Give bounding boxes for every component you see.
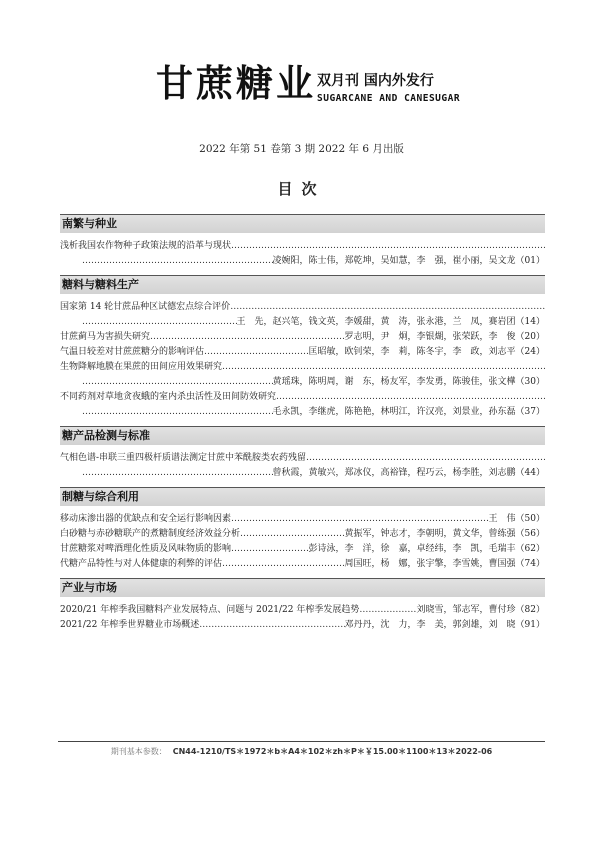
toc-section: [60, 214, 545, 269]
journal-title: 甘蔗糖业: [156, 62, 316, 105]
toc-entry[interactable]: [60, 542, 545, 557]
section-heading: 制糖与综合利用: [60, 487, 545, 506]
entry-authors: 王 先，赵兴笔，钱文英，李媛甜，黄 涛，张永港，兰 凤，赛岩团: [236, 317, 516, 327]
entry-title: 国家第 14 轮甘蔗品种区试德宏点综合评价: [60, 302, 231, 312]
toc-entry[interactable]: [60, 512, 545, 527]
entry-title: 气相色谱-串联三重四极杆质谱法测定甘蔗中苯酰胺类农药残留: [60, 453, 307, 463]
table-of-contents: [60, 208, 545, 633]
leader-dots: [231, 512, 488, 527]
issue-line: 2022 年第 51 卷第 3 期 2022 年 6 月出版: [199, 143, 404, 155]
toc-entry[interactable]: [60, 360, 545, 390]
leader-dots: [204, 345, 308, 360]
leader-dots: [199, 618, 344, 633]
toc-title: 目次: [277, 180, 326, 198]
toc-entry[interactable]: [60, 239, 545, 269]
journal-subtitle: 双月刊 国内外发行: [317, 73, 434, 89]
entry-title: 移动床渗出器的优缺点和安全运行影响因素: [60, 514, 232, 524]
leader-dots: [276, 390, 545, 405]
entry-authors-page: 彭诗泳，李 洋，徐 嘉，卓经纬，李 凯，毛瑞丰（62）: [308, 544, 545, 554]
entry-authors-page: 王 伟（50）: [488, 514, 545, 524]
leader-dots: [231, 542, 308, 557]
footer-label: 期刊基本参数：: [110, 747, 167, 756]
toc-section: [60, 275, 545, 420]
toc-entry[interactable]: [60, 527, 545, 542]
entry-page: 20: [524, 332, 536, 342]
entry-authors: 刘晓雪，邹志军，曹付珍: [416, 605, 516, 615]
entry-authors: 彭诗泳，李 洋，徐 嘉，卓经纬，李 凯，毛瑞丰: [308, 544, 516, 554]
entry-page: 14: [524, 317, 536, 327]
toc-entry[interactable]: [60, 300, 545, 330]
entry-title: 不同药剂对草地贪夜蛾的室内杀虫活性及田间防效研究: [60, 392, 277, 402]
entry-title: 浅析我国农作物种子政策法规的沿革与现状: [60, 241, 232, 251]
leader-dots: [230, 300, 545, 315]
entry-authors-page: 凌婉阳，陈士伟，郑乾坤，吴如慧，李 强，崔小丽，吴文龙（01）: [272, 256, 545, 266]
leader-dots: [240, 527, 344, 542]
toc-section: [60, 487, 545, 572]
entry-authors: 邓丹丹，沈 力，李 美，郭剑雄，刘 晓: [344, 620, 516, 630]
entry-authors-page: 刘晓雪，邹志军，曹付珍（82）: [416, 605, 545, 615]
entry-page: 24: [524, 347, 536, 357]
toc-entry[interactable]: [60, 345, 545, 360]
entry-authors: 曾秋霞，黄敏兴，郑冰仪，高裕锋，程巧云，杨李胜，刘志鹏: [272, 468, 516, 478]
leader-dots: [222, 557, 344, 572]
journal-english-title: SUGARCANE AND CANESUGAR: [317, 93, 461, 104]
entry-page: 56: [524, 529, 536, 539]
entry-authors-page: 周国旺，杨 娜，张宇擎，李雪姚，曹国强（74）: [344, 559, 545, 569]
leader-dots: [82, 254, 273, 269]
entry-authors: 黄瑶珠，陈明周，谢 东，杨友军，李发勇，陈骏佳，张文樺: [272, 377, 516, 387]
leader-dots: [359, 603, 416, 618]
footer-params: CN44-1210/TS＊1972＊b＊A4＊102＊zh＊P＊￥15.00＊1100＊13＊2022-06: [172, 747, 493, 756]
leader-dots: [150, 330, 344, 345]
entry-page: 01: [524, 256, 536, 266]
toc-entry[interactable]: [60, 603, 545, 618]
section-heading: 产业与市场: [60, 578, 545, 597]
entry-page: 44: [524, 468, 536, 478]
leader-dots: [231, 239, 545, 254]
entry-authors-page: 黄振军，钟志才，李朝明，黄文华，曾练强（56）: [344, 529, 545, 539]
leader-dots: [306, 451, 545, 466]
toc-entry[interactable]: [60, 390, 545, 420]
entry-authors: 毛永凯，李继虎，陈艳艳，林明江，许汉亮，刘景业，孙东磊: [272, 407, 516, 417]
entry-authors: 周国旺，杨 娜，张宇擎，李雪姚，曹国强: [344, 559, 516, 569]
entry-authors-page: 黄瑶珠，陈明周，谢 东，杨友军，李发勇，陈骏佳，张文樺（30）: [272, 377, 545, 387]
entry-page: 91: [524, 620, 536, 630]
leader-dots: [82, 405, 273, 420]
entry-authors-page: 曾秋霞，黄敏兴，郑冰仪，高裕锋，程巧云，杨李胜，刘志鹏（44）: [272, 468, 545, 478]
entry-authors: 王 伟: [488, 514, 516, 524]
entry-page: 50: [524, 514, 536, 524]
entry-title: 代糖产品特性与对人体健康的利弊的评估: [60, 559, 223, 569]
entry-title: 2021/22 年榨季世界糖业市场概述: [60, 620, 200, 630]
entry-page: 62: [524, 544, 536, 554]
section-heading: 糖产品检测与标准: [60, 426, 545, 445]
section-heading: 糖料与糖料生产: [60, 275, 545, 294]
toc-entry[interactable]: [60, 330, 545, 345]
entry-authors-page: 邓丹丹，沈 力，李 美，郭剑雄，刘 晓（91）: [344, 620, 545, 630]
masthead: [150, 62, 470, 112]
entry-title: 生物降解地膜在果蔗的田间应用效果研究: [60, 362, 223, 372]
leader-dots: [82, 375, 273, 390]
entry-page: 82: [524, 605, 536, 615]
footer-rule: [58, 741, 545, 742]
entry-authors-page: 王 先，赵兴笔，钱文英，李媛甜，黄 涛，张永港，兰 凤，赛岩团（14）: [236, 317, 545, 327]
leader-dots: [222, 360, 545, 375]
toc-entry[interactable]: [60, 451, 545, 481]
entry-title: 甘蔗蓟马为害损失研究: [60, 332, 151, 342]
section-heading: 南繁与种业: [60, 214, 545, 233]
entry-title: 气温日较差对甘蔗蔗糖分的影响评估: [60, 347, 205, 357]
entry-page: 74: [524, 559, 536, 569]
entry-authors-page: 毛永凯，李继虎，陈艳艳，林明江，许汉亮，刘景业，孙东磊（37）: [272, 407, 545, 417]
entry-page: 37: [524, 407, 536, 417]
toc-entry[interactable]: [60, 557, 545, 572]
leader-dots: [82, 466, 273, 481]
toc-section: [60, 426, 545, 481]
footer: [0, 746, 603, 757]
entry-authors: 匡昭敏，欧钊荣，李 莉，陈冬宇，李 政，刘志平: [308, 347, 516, 357]
entry-authors: 黄振军，钟志才，李朝明，黄文华，曾练强: [344, 529, 516, 539]
leader-dots: [82, 315, 237, 330]
toc-entry[interactable]: [60, 618, 545, 633]
entry-authors: 罗志明，尹 炯，李银煳，张荣跃，李 俊: [344, 332, 516, 342]
entry-authors-page: 罗志明，尹 炯，李银煳，张荣跃，李 俊（20）: [344, 332, 545, 342]
entry-title: 白砂糖与赤砂糖联产的煮糖制度经济效益分析: [60, 529, 241, 539]
entry-title: 甘蔗糖浆对啤酒理化性质及风味物质的影响: [60, 544, 232, 554]
entry-page: 30: [524, 377, 536, 387]
entry-authors: 凌婉阳，陈士伟，郑乾坤，吴如慧，李 强，崔小丽，吴文龙: [272, 256, 516, 266]
toc-section: [60, 578, 545, 633]
entry-title: 2020/21 年榨季我国糖料产业发展特点、问题与 2021/22 年榨季发展趋势: [60, 605, 360, 615]
entry-authors-page: 匡昭敏，欧钊荣，李 莉，陈冬宇，李 政，刘志平（24）: [308, 347, 545, 357]
